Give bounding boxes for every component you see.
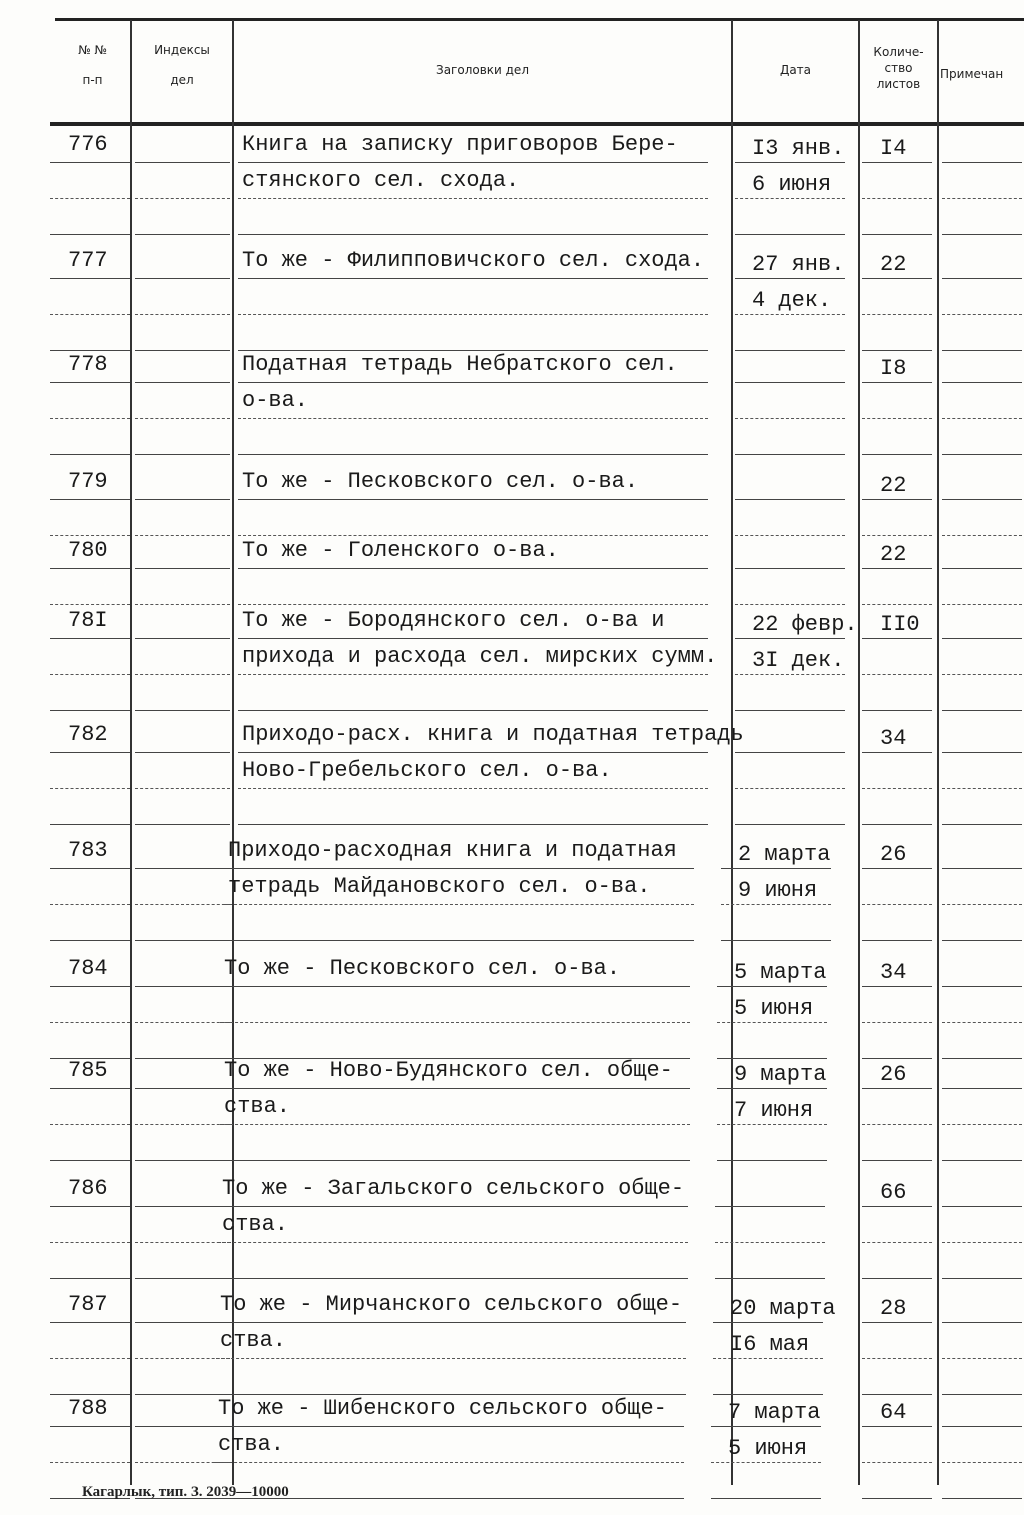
ruled-line (135, 674, 230, 676)
ruled-line (238, 638, 708, 639)
ruled-line (942, 638, 1022, 639)
ruled-line (220, 1022, 690, 1024)
ruled-line (942, 535, 1022, 537)
ruled-line (238, 278, 708, 279)
ruled-line (942, 568, 1022, 569)
ruled-line (735, 535, 845, 537)
ruled-line (942, 1394, 1022, 1395)
row-date-line: I6 мая (730, 1332, 810, 1357)
row-sheet-count: 26 (880, 842, 907, 867)
ruled-line (942, 788, 1022, 790)
ruled-line (135, 1206, 230, 1207)
ruled-line (135, 604, 230, 606)
ruled-line (135, 940, 230, 941)
row-date-line: I3 янв. (752, 136, 845, 161)
ruled-line (220, 1088, 690, 1089)
ruled-line (735, 418, 845, 420)
top-rule (55, 18, 1024, 21)
ruled-line (50, 1462, 130, 1464)
ruled-line (862, 1278, 932, 1279)
ruled-line (735, 314, 845, 316)
ruled-line (735, 234, 845, 235)
ruled-line (862, 418, 932, 420)
ruled-line (135, 382, 230, 383)
ruled-line (942, 278, 1022, 279)
ruled-line (220, 1160, 690, 1161)
ruled-line (135, 986, 230, 987)
ruled-line (135, 788, 230, 790)
ruled-line (862, 710, 932, 711)
ruled-line (942, 382, 1022, 383)
ruled-line (50, 568, 130, 569)
ruled-line (862, 499, 932, 500)
header-index-sub: дел (170, 73, 194, 87)
row-date-line: 20 марта (730, 1296, 836, 1321)
row-number: 78I (68, 608, 108, 633)
ruled-line (50, 198, 130, 200)
ruled-line (862, 904, 932, 906)
ruled-line (862, 162, 932, 163)
row-number: 780 (68, 538, 108, 563)
ruled-line (224, 868, 694, 869)
ruled-line (942, 234, 1022, 235)
ruled-line (50, 674, 130, 676)
row-sheet-count: 34 (880, 960, 907, 985)
ruled-line (238, 710, 708, 711)
row-title-line: То же - Филипповичского сел. схода. (242, 248, 705, 273)
ruled-line (942, 1124, 1022, 1126)
printer-imprint: Кагарлык, тип. З. 2039—10000 (82, 1484, 289, 1500)
ruled-line (942, 904, 1022, 906)
ruled-line (135, 1088, 230, 1089)
ruled-line (713, 1322, 823, 1323)
ruled-line (735, 568, 845, 569)
row-date-line: 5 марта (734, 960, 827, 985)
column-divider (731, 20, 733, 1485)
row-sheet-count: 26 (880, 1062, 907, 1087)
row-date-line: 27 янв. (752, 252, 845, 277)
row-title-line: ства. (220, 1328, 287, 1353)
ruled-line (862, 198, 932, 200)
ruled-line (735, 788, 845, 790)
row-sheet-count: II0 (880, 612, 920, 637)
row-sheet-count: 22 (880, 542, 907, 567)
ruled-line (942, 1462, 1022, 1464)
ruled-line (50, 418, 130, 420)
ruled-line (238, 454, 708, 455)
row-sheet-count: I4 (880, 136, 907, 161)
ruled-line (135, 1058, 230, 1059)
ruled-line (862, 940, 932, 941)
ruled-line (135, 568, 230, 569)
ruled-line (238, 382, 708, 383)
ruled-line (862, 1498, 932, 1499)
ruled-line (942, 1058, 1022, 1059)
ruled-line (735, 454, 845, 455)
header-rule (50, 122, 1024, 126)
ruled-line (238, 198, 708, 200)
ruled-line (942, 1160, 1022, 1161)
ruled-line (942, 350, 1022, 351)
ruled-line (862, 604, 932, 606)
ruled-line (735, 382, 845, 383)
ruled-line (135, 278, 230, 279)
ruled-line (218, 1206, 688, 1207)
row-title-line: То же - Песковского сел. о-ва. (242, 469, 639, 494)
row-title-line: ства. (218, 1432, 285, 1457)
ruled-line (50, 868, 130, 869)
ruled-line (135, 1022, 230, 1024)
ruled-line (862, 1088, 932, 1089)
ruled-line (862, 535, 932, 537)
ruled-line (715, 1206, 825, 1207)
ruled-line (50, 752, 130, 753)
ruled-line (862, 638, 932, 639)
ruled-line (721, 904, 831, 906)
header-notes: Примечан (940, 67, 1004, 81)
ruled-line (50, 1160, 130, 1161)
row-date-line: 9 марта (734, 1062, 827, 1087)
header-num-label: № № (78, 43, 107, 57)
row-date-line: 9 июня (738, 878, 818, 903)
ruled-line (862, 1462, 932, 1464)
ruled-line (50, 1022, 130, 1024)
ruled-line (735, 638, 845, 639)
header-count: Количе- ство листов (873, 45, 924, 91)
header-index (132, 40, 232, 90)
row-title-line: Приходо-расходная книга и податная (228, 838, 677, 863)
column-divider (232, 20, 234, 1485)
ruled-line (238, 418, 708, 420)
row-title-line: То же - Бородянского сел. о-ва и (242, 608, 665, 633)
ruled-line (735, 350, 845, 351)
ruled-line (862, 788, 932, 790)
ruled-line (717, 1160, 827, 1161)
row-title-line: То же - Шибенского сельского обще- (218, 1396, 667, 1421)
ruled-line (238, 568, 708, 569)
ruled-line (50, 278, 130, 279)
ruled-line (862, 234, 932, 235)
ruled-line (135, 535, 230, 537)
ruled-line (238, 752, 708, 753)
header-date: Дата (779, 63, 812, 77)
ruled-line (942, 1426, 1022, 1427)
row-number: 783 (68, 838, 108, 863)
ruled-line (135, 904, 230, 906)
header-num-sub: п-п (82, 73, 103, 87)
ruled-line (218, 1278, 688, 1279)
ruled-line (942, 1088, 1022, 1089)
ruled-line (220, 1124, 690, 1126)
ruled-line (50, 1426, 130, 1427)
ruled-line (50, 314, 130, 316)
row-title-line: ства. (224, 1094, 291, 1119)
row-sheet-count: 22 (880, 252, 907, 277)
row-title-line: Податная тетрадь Небратского сел. (242, 352, 678, 377)
ruled-line (735, 674, 845, 676)
ruled-line (862, 674, 932, 676)
row-sheet-count: 34 (880, 726, 907, 751)
ruled-line (135, 824, 230, 825)
ruled-line (735, 752, 845, 753)
ruled-line (50, 824, 130, 825)
ruled-line (50, 382, 130, 383)
ruled-line (862, 1206, 932, 1207)
column-divider (937, 20, 939, 1485)
row-date-line: 4 дек. (752, 288, 832, 313)
ruled-line (224, 940, 694, 941)
ruled-line (220, 986, 690, 987)
row-title-line: Книга на записку приговоров Бере- (242, 132, 678, 157)
row-title-line: о-ва. (242, 388, 309, 413)
row-number: 782 (68, 722, 108, 747)
row-sheet-count: 28 (880, 1296, 907, 1321)
ruled-line (942, 1022, 1022, 1024)
ruled-line (942, 1322, 1022, 1323)
row-date-line: 7 марта (728, 1400, 821, 1425)
ruled-line (717, 1088, 827, 1089)
ruled-line (862, 278, 932, 279)
ruled-line (942, 674, 1022, 676)
ruled-line (238, 674, 708, 676)
ruled-line (713, 1394, 823, 1395)
ruled-line (942, 940, 1022, 941)
ruled-line (862, 1358, 932, 1360)
ruled-line (50, 234, 130, 235)
ruled-line (135, 198, 230, 200)
ruled-line (224, 904, 694, 906)
row-title-line: То же - Ново-Будянского сел. обще- (224, 1058, 673, 1083)
header-num (55, 40, 130, 90)
ruled-line (942, 1278, 1022, 1279)
ruled-line (862, 568, 932, 569)
ruled-line (942, 1206, 1022, 1207)
ruled-line (238, 314, 708, 316)
ruled-line (862, 986, 932, 987)
ruled-line (135, 1160, 230, 1161)
ruled-line (216, 1358, 686, 1360)
row-sheet-count: 22 (880, 473, 907, 498)
ruled-line (942, 1498, 1022, 1499)
row-date-line: 5 июня (728, 1436, 808, 1461)
ruled-line (135, 868, 230, 869)
column-divider (858, 20, 860, 1485)
ruled-line (135, 1242, 230, 1244)
ruled-line (713, 1358, 823, 1360)
ruled-line (50, 788, 130, 790)
ruled-line (717, 986, 827, 987)
ruled-line (135, 314, 230, 316)
ruled-line (135, 752, 230, 753)
ruled-line (50, 940, 130, 941)
ruled-line (942, 418, 1022, 420)
row-sheet-count: I8 (880, 356, 907, 381)
ruled-line (942, 710, 1022, 711)
ruled-line (50, 499, 130, 500)
ruled-line (50, 1242, 130, 1244)
row-date-line: 5 июня (734, 996, 814, 1021)
row-title-line: То же - Загальского сельского обще- (222, 1176, 685, 1201)
ruled-line (715, 1278, 825, 1279)
ruled-line (942, 604, 1022, 606)
ruled-line (214, 1462, 684, 1464)
ruled-line (135, 234, 230, 235)
row-date-line: 22 февр. (752, 612, 858, 637)
ruled-line (50, 986, 130, 987)
ruled-line (50, 638, 130, 639)
ruled-line (717, 1022, 827, 1024)
ruled-line (711, 1462, 821, 1464)
ruled-line (50, 1278, 130, 1279)
header-index-label: Индексы (154, 43, 210, 57)
ruled-line (216, 1322, 686, 1323)
ruled-line (862, 350, 932, 351)
ruled-line (862, 1124, 932, 1126)
ruled-line (711, 1426, 821, 1427)
row-sheet-count: 66 (880, 1180, 907, 1205)
ruled-line (238, 824, 708, 825)
ruled-line (135, 1278, 230, 1279)
ruled-line (862, 824, 932, 825)
ruled-line (942, 454, 1022, 455)
row-title-line: стянского сел. схода. (242, 168, 520, 193)
ruled-line (135, 1124, 230, 1126)
ruled-line (942, 986, 1022, 987)
ruled-line (735, 710, 845, 711)
row-sheet-count: 64 (880, 1400, 907, 1425)
ruled-line (238, 788, 708, 790)
row-title-line: То же - Песковского сел. о-ва. (224, 956, 621, 981)
ruled-line (942, 868, 1022, 869)
ruled-line (735, 499, 845, 500)
ruled-line (50, 162, 130, 163)
ruled-line (862, 1022, 932, 1024)
ruled-line (735, 278, 845, 279)
ruled-line (50, 1206, 130, 1207)
ruled-line (135, 638, 230, 639)
ruled-line (135, 499, 230, 500)
ruled-line (50, 1358, 130, 1360)
ruled-line (135, 710, 230, 711)
ruled-line (862, 1394, 932, 1395)
row-number: 788 (68, 1396, 108, 1421)
row-date-line: 3I дек. (752, 648, 845, 673)
ruled-line (135, 454, 230, 455)
row-number: 776 (68, 132, 108, 157)
ruled-line (735, 162, 845, 163)
ruled-line (50, 454, 130, 455)
ruled-line (862, 382, 932, 383)
ruled-line (238, 499, 708, 500)
ruled-line (735, 198, 845, 200)
row-number: 784 (68, 956, 108, 981)
row-number: 787 (68, 1292, 108, 1317)
ruled-line (50, 1124, 130, 1126)
ruled-line (942, 162, 1022, 163)
row-title-line: тетрадь Майдановского сел. о-ва. (228, 874, 651, 899)
ruled-line (218, 1242, 688, 1244)
ruled-line (862, 1322, 932, 1323)
ruled-line (862, 454, 932, 455)
ruled-line (50, 904, 130, 906)
ruled-line (715, 1242, 825, 1244)
ruled-line (721, 940, 831, 941)
ruled-line (735, 824, 845, 825)
row-date-line: 6 июня (752, 172, 832, 197)
ruled-line (862, 314, 932, 316)
ruled-line (135, 418, 230, 420)
ruled-line (238, 234, 708, 235)
ruled-line (135, 162, 230, 163)
row-number: 779 (68, 469, 108, 494)
ruled-line (862, 1160, 932, 1161)
ruled-line (735, 604, 845, 606)
ruled-line (942, 198, 1022, 200)
ruled-line (711, 1498, 821, 1499)
row-number: 777 (68, 248, 108, 273)
ruled-line (942, 1358, 1022, 1360)
ruled-line (942, 314, 1022, 316)
row-title-line: То же - Голенского о-ва. (242, 538, 559, 563)
row-number: 785 (68, 1058, 108, 1083)
row-title-line: Ново-Гребельского сел. о-ва. (242, 758, 612, 783)
ruled-line (717, 1124, 827, 1126)
ruled-line (721, 868, 831, 869)
ruled-line (862, 752, 932, 753)
ruled-line (942, 1242, 1022, 1244)
row-title-line: ства. (222, 1212, 289, 1237)
ruled-line (238, 162, 708, 163)
row-date-line: 7 июня (734, 1098, 814, 1123)
row-number: 778 (68, 352, 108, 377)
ruled-line (50, 710, 130, 711)
ruled-line (942, 824, 1022, 825)
row-title-line: прихода и расхода сел. мирских сумм. (242, 644, 718, 669)
ruled-line (135, 350, 230, 351)
column-divider (130, 20, 132, 1485)
header-title: Заголовки дел (436, 63, 529, 77)
ruled-line (50, 1322, 130, 1323)
ruled-line (862, 868, 932, 869)
ruled-line (862, 1242, 932, 1244)
ruled-line (214, 1426, 684, 1427)
row-number: 786 (68, 1176, 108, 1201)
ruled-line (942, 499, 1022, 500)
ruled-line (942, 752, 1022, 753)
ruled-line (50, 1088, 130, 1089)
row-date-line: 2 марта (738, 842, 831, 867)
row-title-line: То же - Мирчанского сельского обще- (220, 1292, 683, 1317)
ruled-line (862, 1426, 932, 1427)
row-title-line: Приходо-расх. книга и податная тетрадь (242, 722, 744, 747)
